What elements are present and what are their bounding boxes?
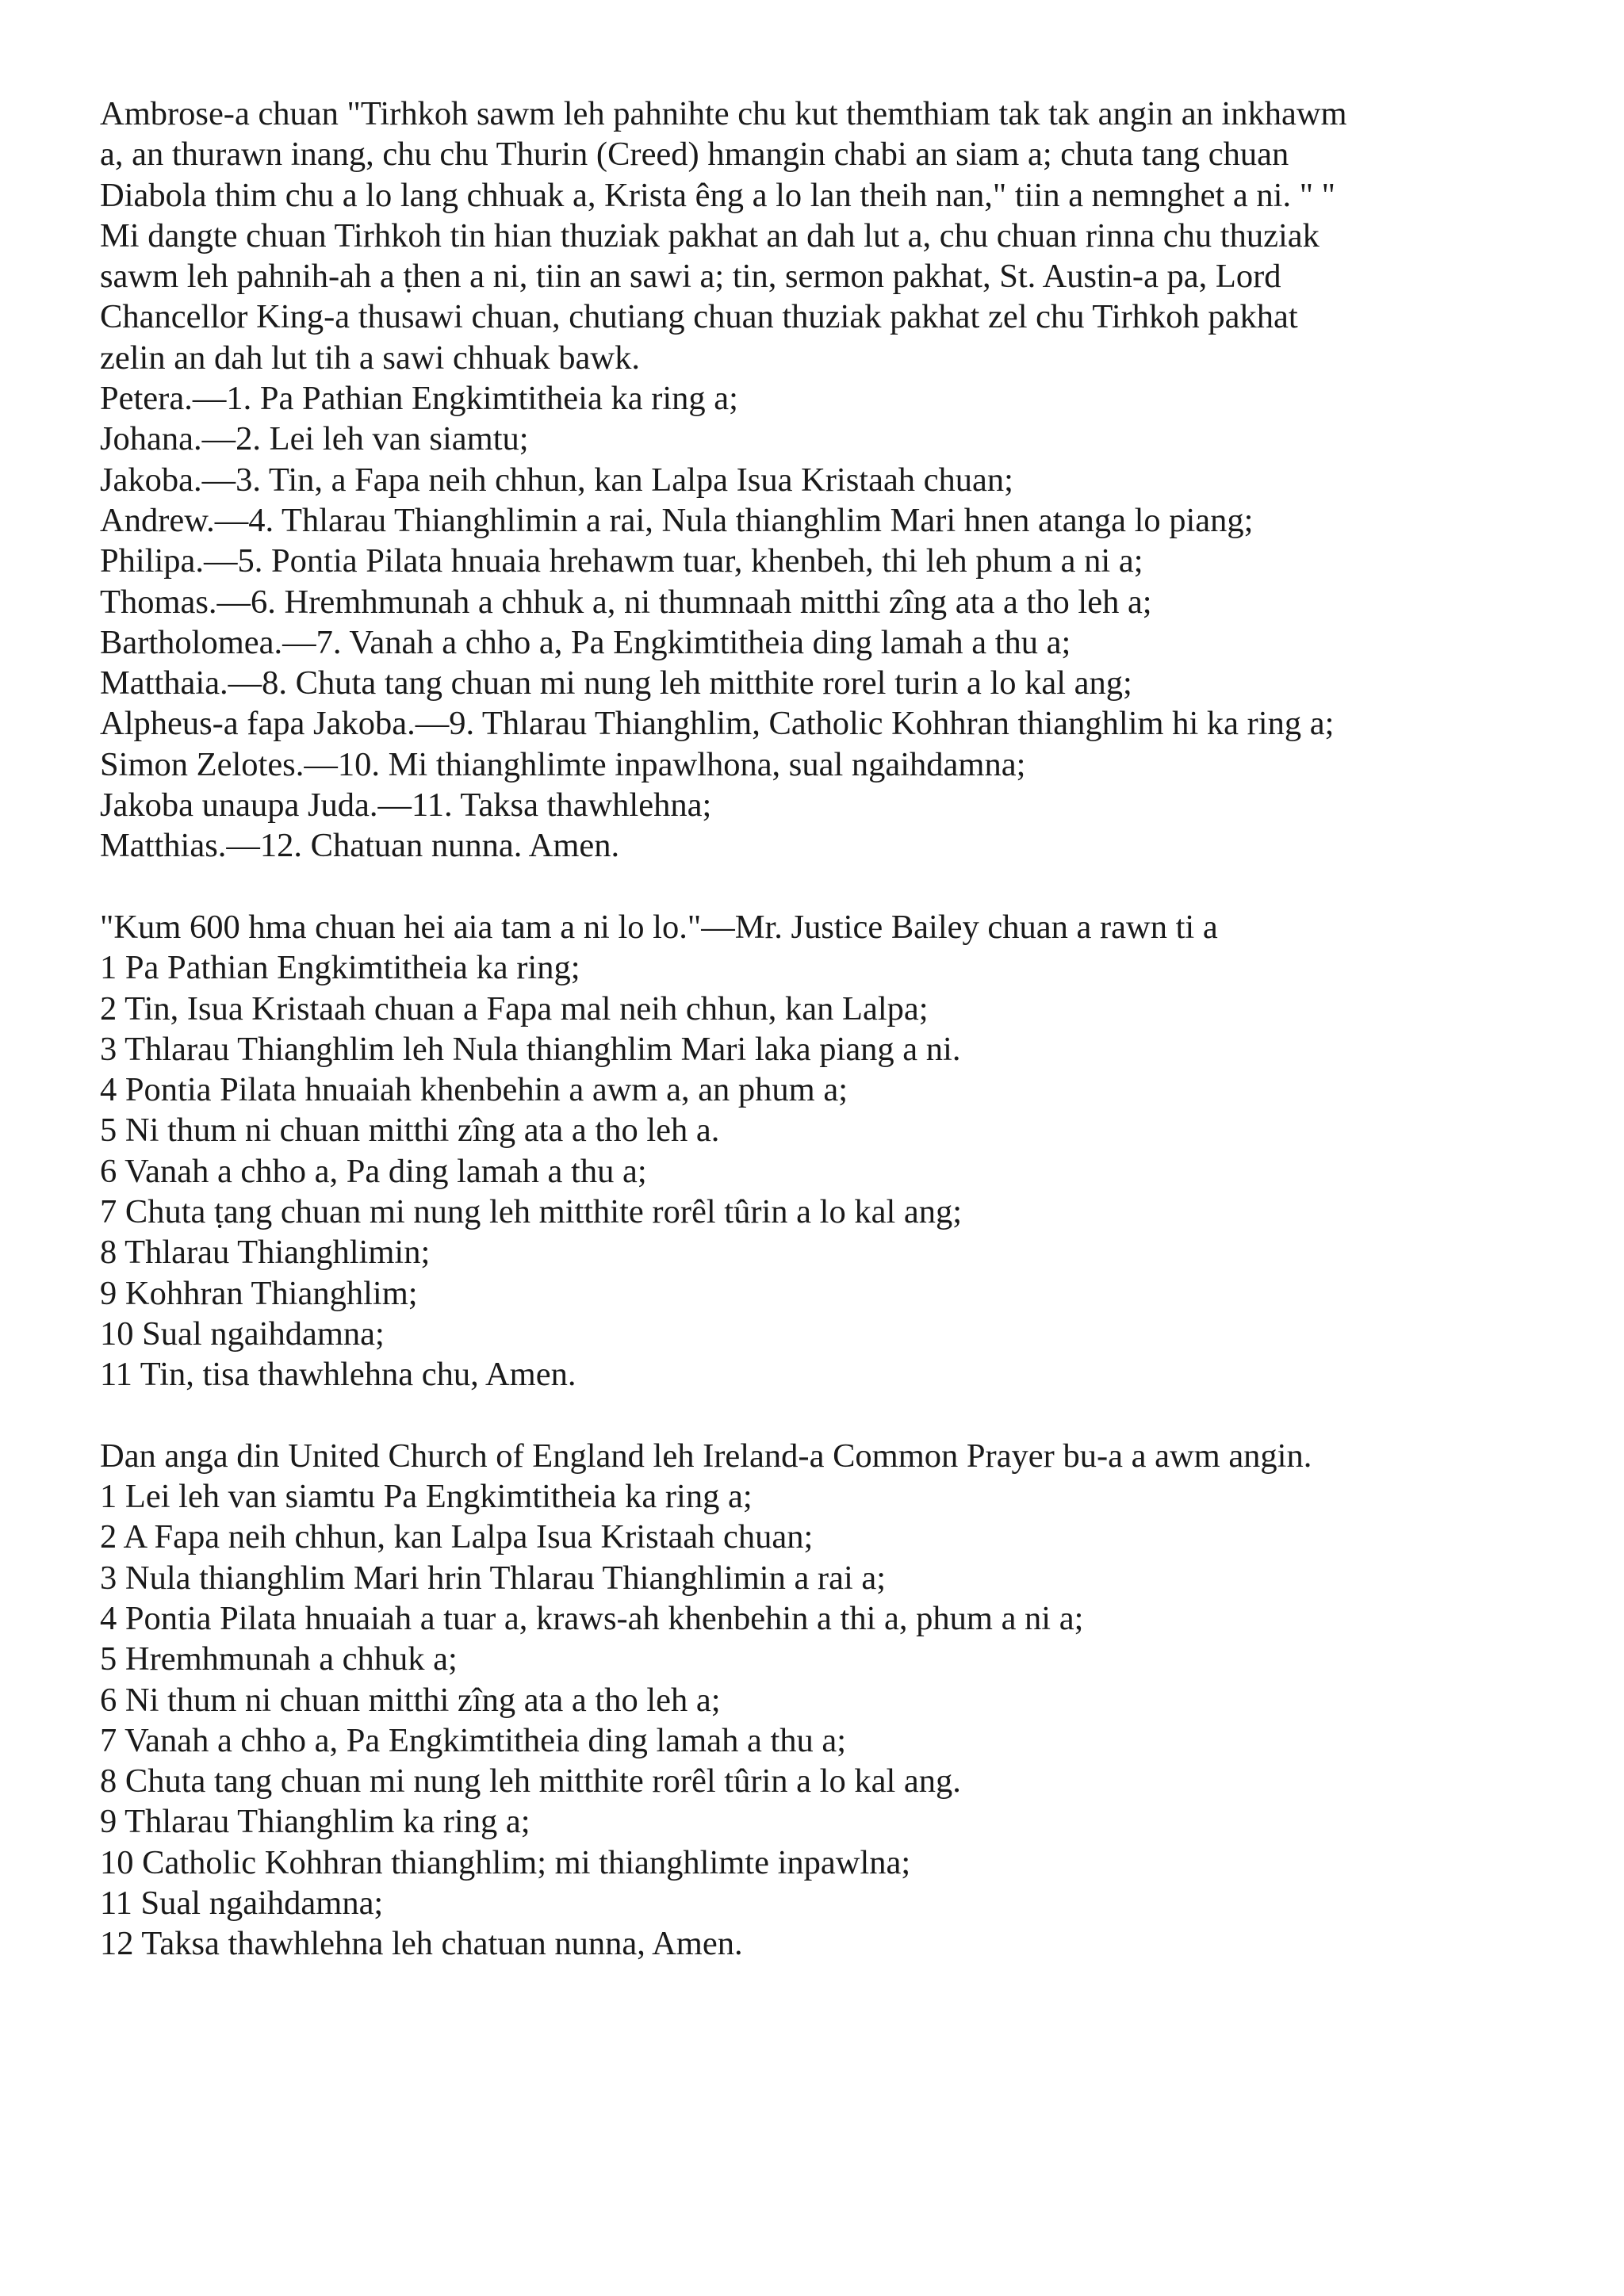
intro-paragraph — [100, 94, 1527, 378]
apostles-creed-list — [100, 378, 1527, 867]
list-item: 8 Chuta tang chuan mi nung leh mitthite rorêl tûrin a lo kal ang. — [100, 1762, 961, 1800]
list-item: Matthias.—12. Chatuan nunna. Amen. — [100, 827, 620, 865]
list-item: Andrew.—4. Thlarau Thianghlimin a rai, Nula thianghlim Mari hnen atanga lo piang; — [100, 501, 1254, 539]
section-heading: "Kum 600 hma chuan hei aia tam a ni lo lo."—Mr. Justice Bailey chuan a rawn ti a — [100, 908, 1218, 946]
list-item: 5 Hremhmunah a chhuk a; — [100, 1640, 458, 1678]
list-item: 1 Lei leh van siamtu Pa Engkimtitheia ka ring a; — [100, 1478, 753, 1516]
list-item: 1 Pa Pathian Engkimtitheia ka ring; — [100, 949, 580, 987]
list-item: 8 Thlarau Thianghlimin; — [100, 1234, 431, 1272]
text-line: Diabola thim chu a lo lang chhuak a, Krista êng a lo lan theih nan," tiin a nemnghet a ni. " " — [100, 176, 1336, 214]
list-item: 11 Tin, tisa thawhlehna chu, Amen. — [100, 1356, 576, 1394]
text-line: a, an thurawn inang, chu chu Thurin (Creed) hmangin chabi an siam a; chuta tang chuan — [100, 136, 1289, 174]
list-item: 4 Pontia Pilata hnuaiah khenbehin a awm a, an phum a; — [100, 1071, 848, 1109]
list-item: Bartholomea.—7. Vanah a chho a, Pa Engkimtitheia ding lamah a thu a; — [100, 623, 1071, 661]
list-item: 7 Chuta ṭang chuan mi nung leh mitthite rorêl tûrin a lo kal ang; — [100, 1193, 963, 1231]
list-item: Philipa.—5. Pontia Pilata hnuaia hrehawm tuar, khenbeh, thi leh phum a ni a; — [100, 542, 1143, 580]
list-item: 2 Tin, Isua Kristaah chuan a Fapa mal neih chhun, kan Lalpa; — [100, 989, 929, 1027]
paragraph-gap — [100, 867, 1527, 907]
list-item: Simon Zelotes.—10. Mi thianghlimte inpawlhona, sual ngaihdamna; — [100, 745, 1026, 783]
list-item: Alpheus-a fapa Jakoba.—9. Thlarau Thianghlim, Catholic Kohhran thianghlim hi ka ring a; — [100, 705, 1335, 743]
list-item: 9 Kohhran Thianghlim; — [100, 1274, 418, 1312]
list-item: 3 Nula thianghlim Mari hrin Thlarau Thianghlimin a rai a; — [100, 1559, 887, 1597]
list-item: 6 Ni thum ni chuan mitthi zîng ata a tho leh a; — [100, 1681, 721, 1719]
list-item: 3 Thlarau Thianghlim leh Nula thianghlim Mari laka piang a ni. — [100, 1030, 961, 1068]
list-item: 10 Catholic Kohhran thianghlim; mi thianghlimte inpawlna; — [100, 1843, 911, 1881]
list-item: Petera.—1. Pa Pathian Engkimtitheia ka ring a; — [100, 380, 738, 418]
list-item: 4 Pontia Pilata hnuaiah a tuar a, kraws-ah khenbehin a thi a, phum a ni a; — [100, 1599, 1084, 1637]
common-prayer-creed-list — [100, 1436, 1527, 1965]
list-item: 6 Vanah a chho a, Pa ding lamah a thu a; — [100, 1152, 647, 1190]
list-item: 11 Sual ngaihdamna; — [100, 1885, 384, 1923]
list-item: 10 Sual ngaihdamna; — [100, 1314, 385, 1353]
list-item: Matthaia.—8. Chuta tang chuan mi nung leh mitthite rorel turin a lo kal ang; — [100, 664, 1132, 702]
document-page — [100, 94, 1527, 1965]
text-line: sawm leh pahnih-ah a ṭhen a ni, tiin an sawi a; tin, sermon pakhat, St. Austin-a pa, Lord — [100, 258, 1281, 296]
text-line: Mi dangte chuan Tirhkoh tin hian thuziak pakhat an dah lut a, chu chuan rinna chu thuziak — [100, 216, 1320, 254]
list-item: 7 Vanah a chho a, Pa Engkimtitheia ding lamah a thu a; — [100, 1721, 847, 1759]
paragraph-gap — [100, 1395, 1527, 1436]
list-item: 5 Ni thum ni chuan mitthi zîng ata a tho leh a. — [100, 1112, 720, 1150]
text-line: Ambrose-a chuan "Tirhkoh sawm leh pahnihte chu kut themthiam tak tak angin an inkhawm — [100, 95, 1347, 132]
text-line: Chancellor King-a thusawi chuan, chutiang chuan thuziak pakhat zel chu Tirhkoh pakhat — [100, 298, 1298, 336]
section-heading: Dan anga din United Church of England leh Ireland-a Common Prayer bu-a a awm angin. — [100, 1437, 1312, 1475]
list-item: Johana.—2. Lei leh van siamtu; — [100, 420, 529, 458]
list-item: 12 Taksa thawhlehna leh chatuan nunna, Amen. — [100, 1925, 743, 1963]
list-item: Jakoba.—3. Tin, a Fapa neih chhun, kan Lalpa Isua Kristaah chuan; — [100, 461, 1013, 499]
bailey-creed-list — [100, 907, 1527, 1395]
list-item: 9 Thlarau Thianghlim ka ring a; — [100, 1803, 530, 1841]
list-item: Jakoba unaupa Juda.—11. Taksa thawhlehna; — [100, 786, 712, 825]
list-item: Thomas.—6. Hremhmunah a chhuk a, ni thumnaah mitthi zîng ata a tho leh a; — [100, 583, 1152, 621]
list-item: 2 A Fapa neih chhun, kan Lalpa Isua Kristaah chuan; — [100, 1518, 814, 1556]
text-line: zelin an dah lut tih a sawi chhuak bawk. — [100, 339, 640, 377]
